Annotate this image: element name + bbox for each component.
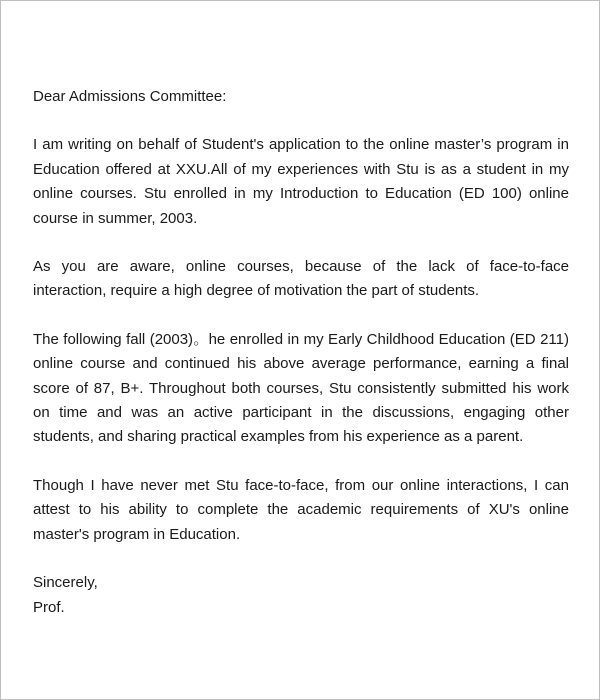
paragraph-performance: The following fall (2003)。he enrolled in my Early Childhood Education (ED 211) online course and continued his above average performance, earning a final score of 87, B+. Throughout both courses, Stu consistently submitted his work on time and was an active participant in the discussions, engaging other students, and sharing practical examples from his experience as a parent. <box>33 330 569 446</box>
signature: Prof. <box>33 598 65 616</box>
paragraph-recommendation: Though I have never met Stu face-to-face, from our online interactions, I can attest to his ability to complete the academic requirements of XU's online master's program in Education. <box>33 476 569 543</box>
paragraph-intro: I am writing on behalf of Student's application to the online master’s program in Education offered at XXU.All of my experiences with Stu is as a student in my online courses. Stu enrolled in my Introduction to Education (ED 100) online course in summer, 2003. <box>33 136 569 227</box>
letter-body <box>33 85 569 620</box>
paragraph-motivation: As you are aware, online courses, because of the lack of face-to-face interaction, require a high degree of motivation the part of students. <box>33 258 569 300</box>
closing: Sincerely, <box>33 574 98 592</box>
salutation: Dear Admissions Committee: <box>33 88 227 105</box>
